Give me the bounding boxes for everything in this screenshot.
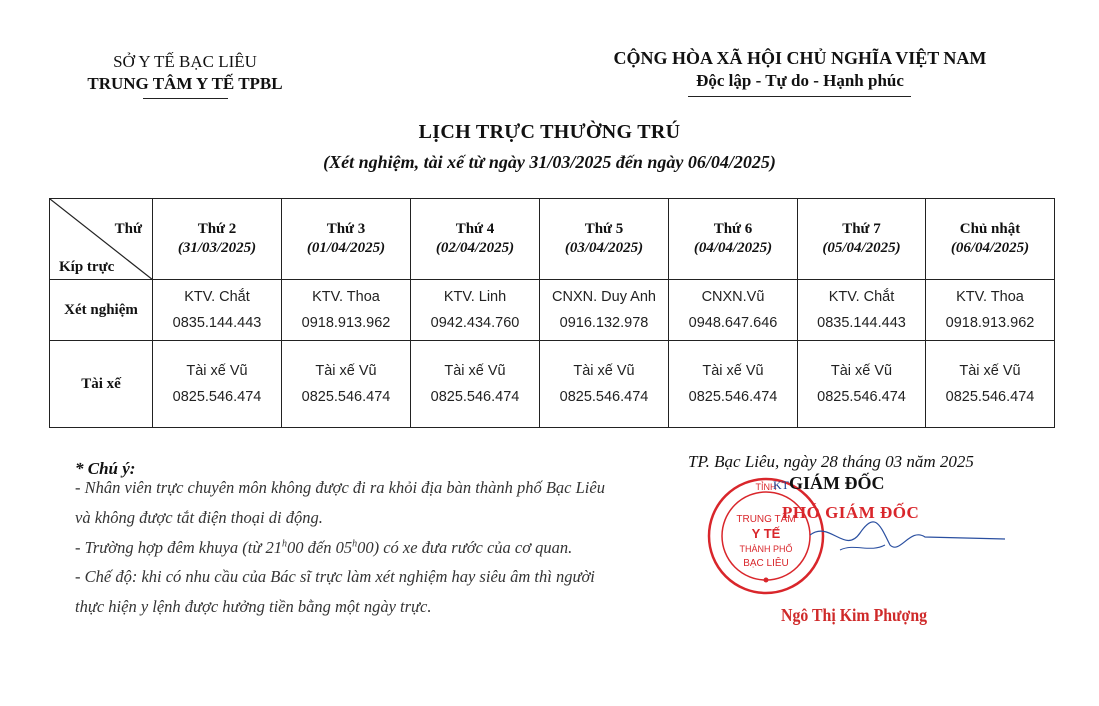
- header-left-underline: [143, 98, 228, 99]
- national-motto: Độc lập - Tự do - Hạnh phúc: [696, 71, 904, 90]
- corner-shift-label: Kíp trực: [59, 259, 115, 275]
- svg-text:Y TẾ: Y TẾ: [751, 526, 781, 541]
- unit-name: TRUNG TÂM Y TẾ TPBL: [87, 74, 283, 93]
- day-header: Thứ 3 (01/04/2025): [282, 199, 411, 280]
- day-header: Thứ 2 (31/03/2025): [153, 199, 282, 280]
- svg-text:TỈNH: TỈNH: [755, 482, 777, 492]
- signer-name: Ngô Thị Kim Phượng: [781, 605, 928, 625]
- svg-text:THÀNH PHỐ: THÀNH PHỐ: [739, 544, 793, 554]
- document-title: LỊCH TRỰC THƯỜNG TRÚ: [418, 121, 681, 143]
- authority-line: KTGIÁM ĐỐC: [773, 473, 885, 493]
- table-cell: Tài xế Vũ 0825.546.474: [540, 341, 669, 428]
- day-header: Thứ 4 (02/04/2025): [411, 199, 540, 280]
- note-line: thực hiện y lệnh được hưởng tiền bằng một ngày trực.: [75, 597, 432, 616]
- table-cell: CNXN. Duy Anh 0916.132.978: [540, 280, 669, 341]
- deputy-title-stamp: PHÓ GIÁM ĐỐC: [782, 503, 920, 522]
- svg-text:TRUNG TÂM: TRUNG TÂM: [736, 514, 796, 525]
- table-cell: KTV. Chắt 0835.144.443: [153, 280, 282, 341]
- table-corner-cell: [50, 199, 153, 280]
- table-cell: KTV. Linh 0942.434.760: [411, 280, 540, 341]
- table-row-driver: [50, 341, 1055, 428]
- row-label: Xét nghiệm: [50, 280, 153, 341]
- table-cell: Tài xế Vũ 0825.546.474: [926, 341, 1055, 428]
- table-cell: CNXN.Vũ 0948.647.646: [669, 280, 798, 341]
- table-cell: Tài xế Vũ 0825.546.474: [282, 341, 411, 428]
- notes-title: * Chú ý:: [75, 459, 136, 478]
- document-subtitle: (Xét nghiệm, tài xế từ ngày 31/03/2025 đến ngày 06/04/2025): [323, 152, 776, 172]
- place-date: TP. Bạc Liêu, ngày 28 tháng 03 năm 2025: [688, 452, 974, 471]
- national-title: CỘNG HÒA XÃ HỘI CHỦ NGHĨA VIỆT NAM: [613, 48, 987, 68]
- row-label: Tài xế: [50, 341, 153, 428]
- table-cell: KTV. Thoa 0918.913.962: [926, 280, 1055, 341]
- schedule-table: [49, 198, 1055, 428]
- note-line: và không được tắt điện thoại di động.: [75, 508, 323, 527]
- table-header-row: [50, 199, 1055, 280]
- note-line: - Nhân viên trực chuyên môn không được đi ra khỏi địa bàn thành phố Bạc Liêu: [75, 478, 605, 497]
- note-line: - Chế độ: khi có nhu cầu của Bác sĩ trực làm xét nghiệm hay siêu âm thì người: [75, 567, 595, 586]
- handwritten-signature: [800, 515, 1010, 565]
- table-row-lab: [50, 280, 1055, 341]
- agency-name: SỞ Y TẾ BẠC LIÊU: [113, 52, 257, 71]
- table-cell: Tài xế Vũ 0825.546.474: [411, 341, 540, 428]
- table-cell: KTV. Chắt 0835.144.443: [798, 280, 926, 341]
- day-header: Thứ 6 (04/04/2025): [669, 199, 798, 280]
- table-cell: Tài xế Vũ 0825.546.474: [153, 341, 282, 428]
- day-header: Chủ nhật (06/04/2025): [926, 199, 1055, 280]
- header-right-underline: [688, 96, 911, 97]
- day-header: Thứ 7 (05/04/2025): [798, 199, 926, 280]
- table-cell: Tài xế Vũ 0825.546.474: [669, 341, 798, 428]
- table-cell: Tài xế Vũ 0825.546.474: [798, 341, 926, 428]
- svg-text:BẠC LIÊU: BẠC LIÊU: [743, 558, 789, 569]
- corner-day-label: Thứ: [114, 221, 142, 237]
- table-cell: KTV. Thoa 0918.913.962: [282, 280, 411, 341]
- note-line: - Trường hợp đêm khuya (từ 21$^h$00 đến 05$^h$00) có xe đưa rước của cơ quan.: [75, 538, 573, 557]
- day-header: Thứ 5 (03/04/2025): [540, 199, 669, 280]
